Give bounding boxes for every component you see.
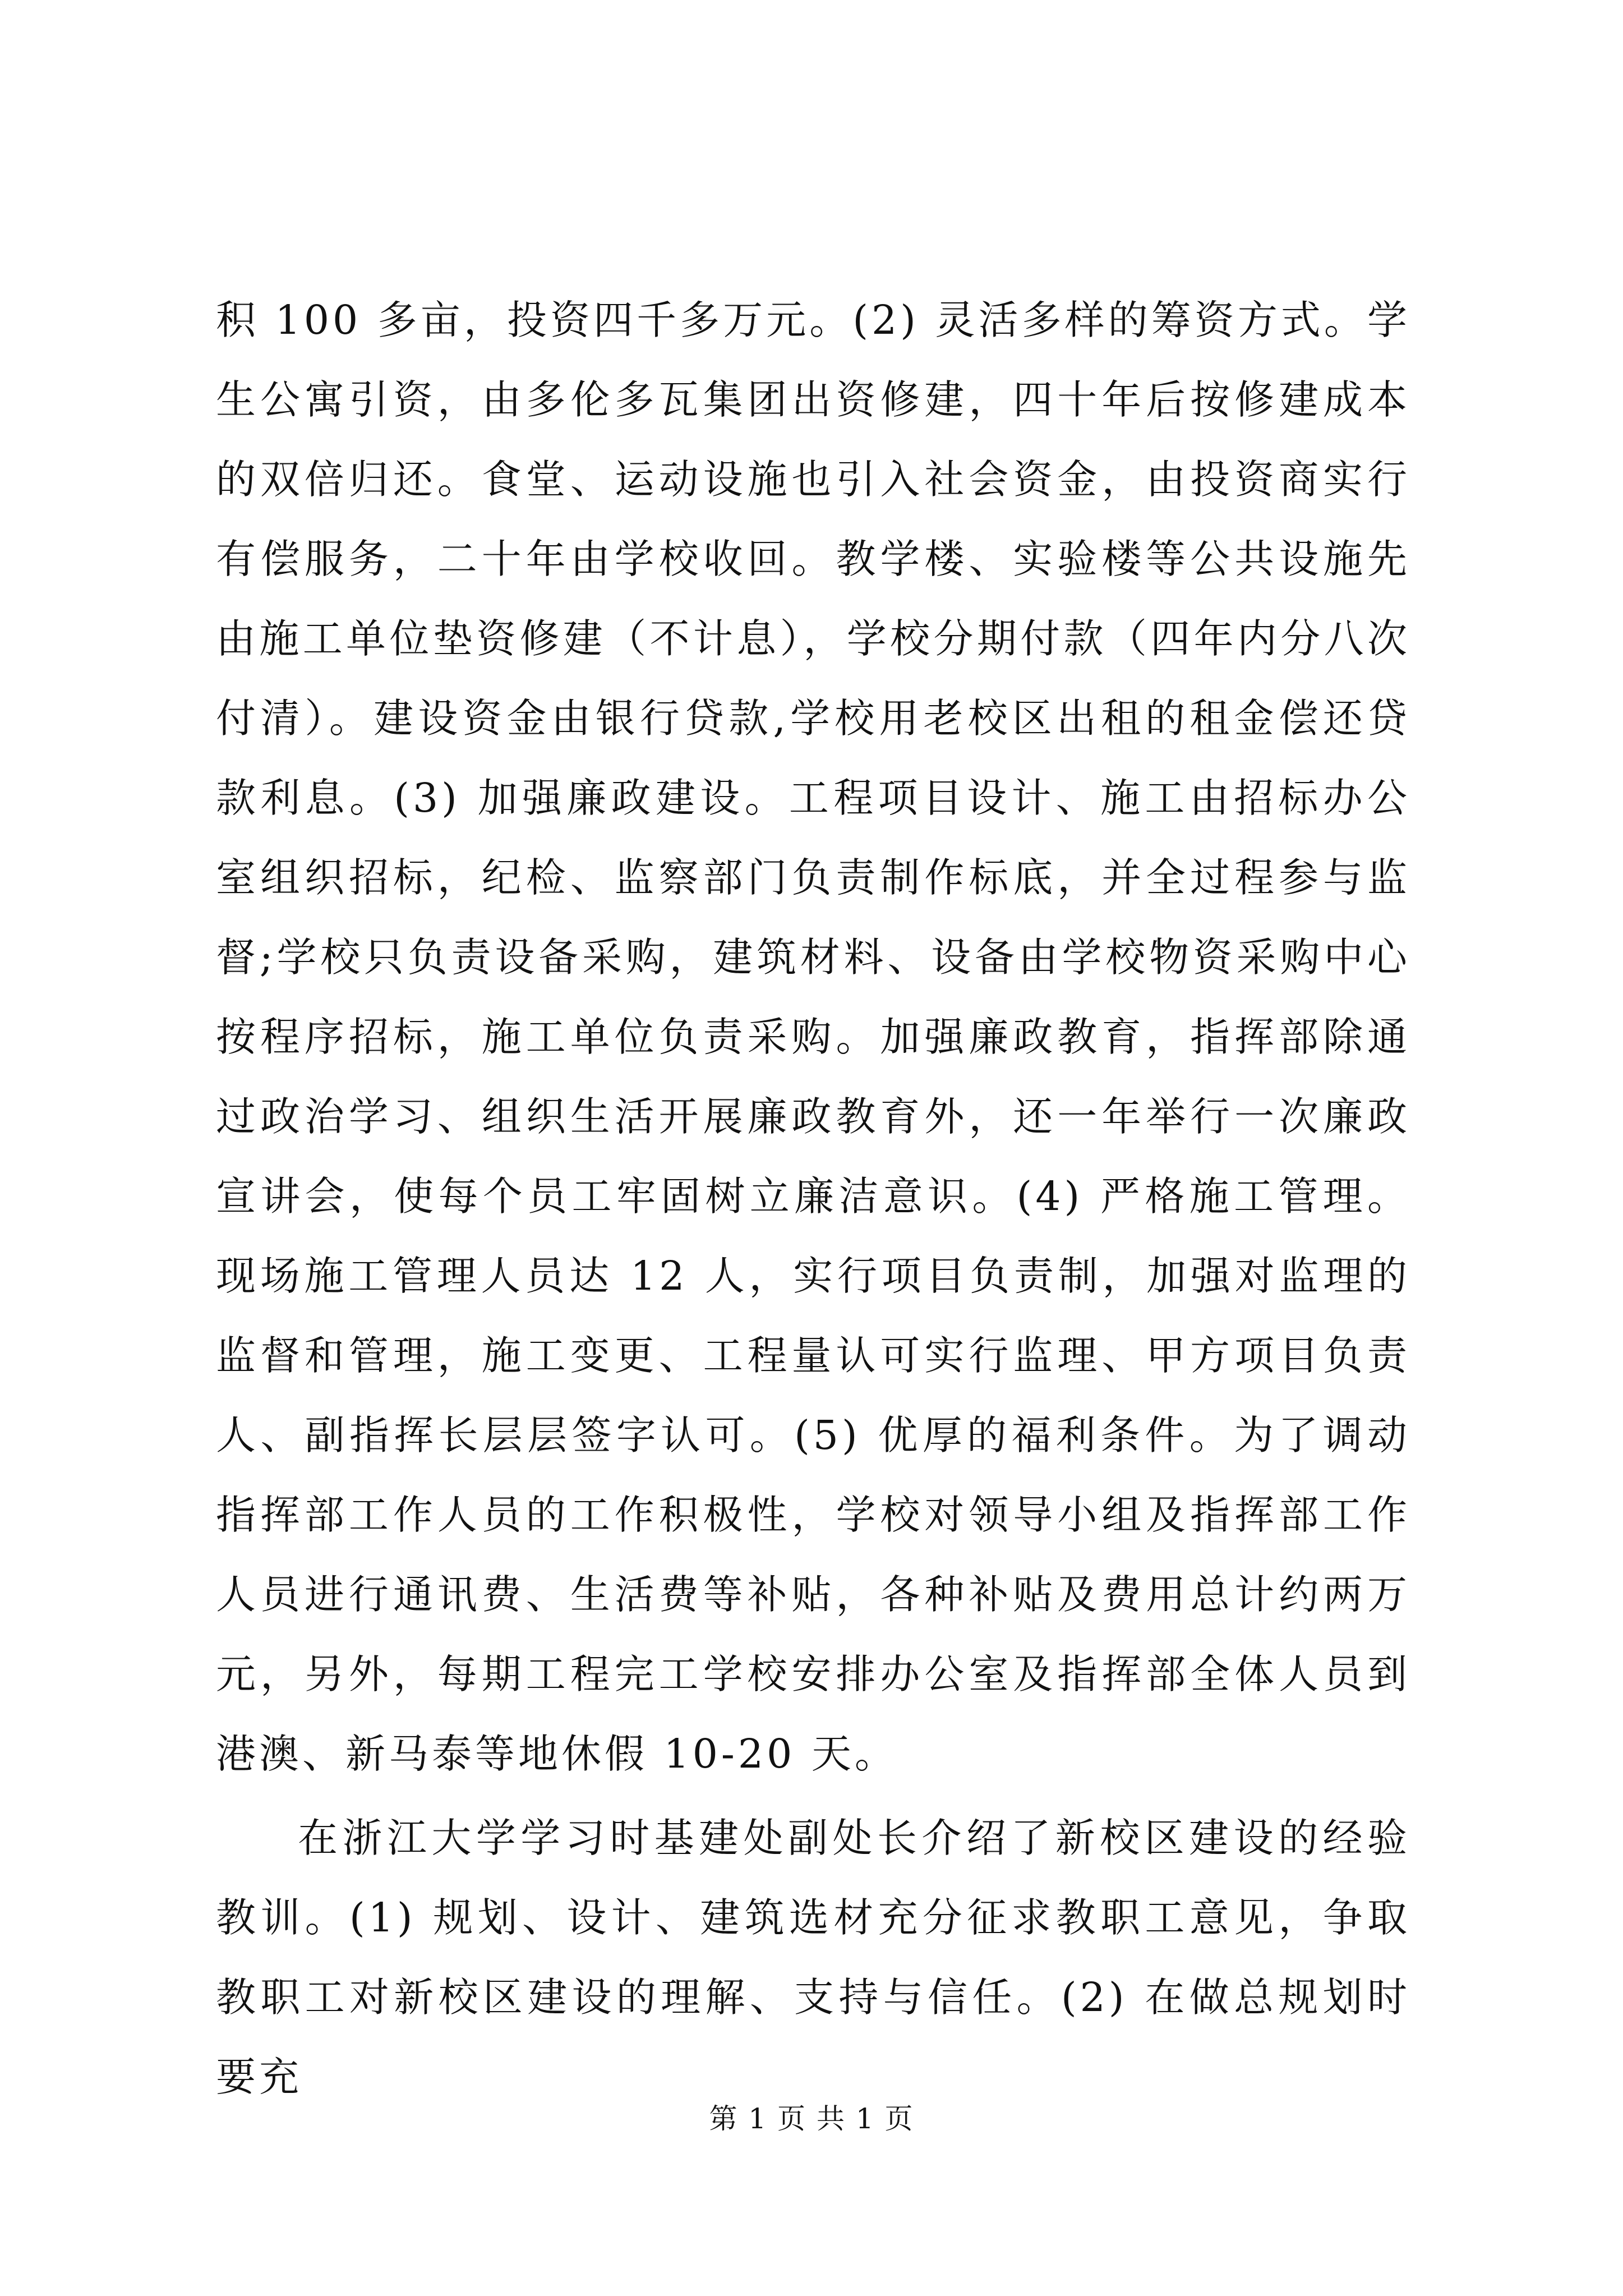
document-body xyxy=(216,280,1410,2117)
paragraph-construction-measures: 积 100 多亩，投资四千多万元。(2) 灵活多样的筹资方式。学生公寓引资，由多伦多瓦集团出资修建，四十年后按修建成本的双倍归还。食堂、运动设施也引入社会资金，由投资商实行有偿服务，二十年由学校收回。教学楼、实验楼等公共设施先由施工单位垫资修建（不计息），学校分期付款（四年内分八次付清）。建设资金由银行贷款,学校用老校区出租的租金偿还贷款利息。(3) 加强廉政建设。工程项目设计、施工由招标办公室组织招标，纪检、监察部门负责制作标底，并全过程参与监督;学校只负责设备采购，建筑材料、设备由学校物资采购中心按程序招标，施工单位负责采购。加强廉政教育，指挥部除通过政治学习、组织生活开展廉政教育外，还一年举行一次廉政宣讲会，使每个员工牢固树立廉洁意识。(4) 严格施工管理。现场施工管理人员达 12 人，实行项目负责制，加强对监理的监督和管理，施工变更、工程量认可实行监理、甲方项目负责人、副指挥长层层签字认可。(5) 优厚的福利条件。为了调动指挥部工作人员的工作积极性，学校对领导小组及指挥部工作人员进行通讯费、生活费等补贴，各种补贴及费用总计约两万元，另外，每期工程完工学校安排办公室及指挥部全体人员到港澳、新马泰等地休假 10-20 天。 xyxy=(216,297,1410,1777)
page-footer: 第 1 页 共 1 页 xyxy=(709,2102,914,2135)
paragraph-zhejiang-lessons: 在浙江大学学习时基建处副处长介绍了新校区建设的经验教训。(1) 规划、设计、建筑选材充分征求教职工意见，争取教职工对新校区建设的理解、支持与信任。(2) 在做总规划时要充 xyxy=(216,1815,1410,2100)
